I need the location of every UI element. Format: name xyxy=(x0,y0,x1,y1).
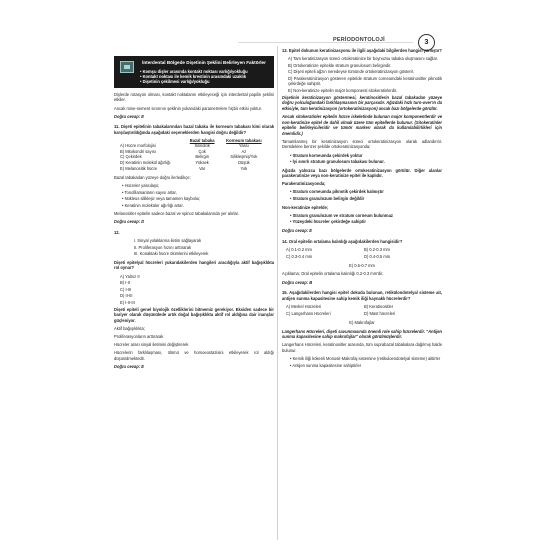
table-cell: Silindirik xyxy=(194,142,210,148)
explanation: Dişeti epiteli genel biyolojik özelliklerini bitmemiz gerekiyor. Eksiden sadece bir bariyer olarak düşünülede artık doğal bağışıklıkta aktif rol aldığına dair inançlar güçleniyor. xyxy=(114,306,274,323)
options-list xyxy=(114,274,274,306)
option: D) Mast hücreleri xyxy=(364,310,396,316)
options-list xyxy=(282,56,442,94)
page-number: 3 xyxy=(418,34,435,51)
question-text: Aşağıdakilerden hangisi epitel dokuda bulunan, retikülondotelyal sisteme ait, antijen sunma kapasitesine sahip kemik iliği kaynaklı hücrelerdir? xyxy=(282,290,442,301)
explanation: Langerhans Hücreleri, keratinositler arasında, tüm suprabazal tabakalara dağılmış halde bulunur. xyxy=(282,342,442,353)
page-header xyxy=(0,17,550,46)
left-column xyxy=(114,56,274,374)
explanation: Aktif bağışıklıkta; xyxy=(114,325,145,331)
table-cell: Yassı xyxy=(238,142,249,148)
list-item: • Nükleus silikleşir veya tamamen kaybolur, xyxy=(122,196,274,202)
comparison-table xyxy=(118,138,268,172)
header-rule xyxy=(238,42,413,43)
question-number: 13. xyxy=(282,48,288,53)
question-11 xyxy=(114,124,274,135)
answer-13: Doğru cevap: E xyxy=(282,227,313,233)
question-number: 14. xyxy=(282,238,288,244)
explanation: Ancak sitokeratinler epitelin hücre iskeletinde bulunan majör komponentlerdir ve non-keratinize epitel de dahil olmak üzere tüm epitellerde bulunur. (Sitokeratinler epitelin belirleyicileridir ve tümör markerı olarak da kullanılabilirlikleri için önemlidir.) xyxy=(282,113,442,136)
question-text: Epitel dokunun keratinizasyonu ile ilgili aşağıdaki bilgilerden hangisi yanlıştır? xyxy=(288,48,442,53)
question-14 xyxy=(282,239,442,245)
question-number: 15. xyxy=(282,290,288,296)
topic-list xyxy=(140,69,268,85)
list-item: • Stratum granulozum ve stratum corneum bulunmaz xyxy=(290,213,442,219)
topic-item: • Komşu dişler arasında kontakt noktası varlığı/yokluğu xyxy=(140,69,268,74)
list-item: • Tonofilamanların sayısı artar, xyxy=(122,190,274,196)
list-item: • Kemik iliği kökenli Monosit-Makrofaj sistemine (retikuloendotelyal sisteme) aittirler xyxy=(290,356,442,362)
explanation: Bazal tabakadan yüzeye doğru ilerledikçe; xyxy=(114,174,191,180)
explanation: Hücreler arası sinyal iletimini değiştirerek xyxy=(114,342,189,348)
header-title: PERİODONTOLOJİ xyxy=(333,37,385,43)
bullet-list xyxy=(290,356,442,368)
topic-box xyxy=(114,56,274,88)
subheading: Parakeratinizasyonda; xyxy=(282,181,326,187)
options-grid xyxy=(286,247,442,261)
topic-image-icon xyxy=(120,61,134,73)
option: C) 0.3-0.4 mm xyxy=(286,253,313,259)
option: E) I-II-III xyxy=(120,299,135,305)
table-header: Bazal tabaka xyxy=(189,137,215,143)
option: C) I-III xyxy=(120,286,132,292)
list-item: I. Sinyal yolaklarına iletim sağlayarak xyxy=(134,238,202,244)
table-cell: C) Çekirdek xyxy=(120,154,142,160)
list-item: • Stratum granulozum belirgin değildir xyxy=(290,196,442,202)
question-text: Oral epitelin ortalama kalınlığı aşağıdakilerden hangisidir? xyxy=(288,238,403,244)
option: D) II-III xyxy=(120,293,133,299)
explanation: Tamamlanmış bir keratinizasyon süreci ortokeratinizasyon olarak adlandırılır. Dentdekine benzer şekilde ortokeratinizasyonda; xyxy=(282,138,442,150)
option: A) Yalnız II xyxy=(120,273,140,279)
column-divider xyxy=(277,46,278,540)
options-grid xyxy=(286,304,442,318)
option: C) Dişeti epiteli ağzın neredeyse tümünde ortokeratinizasyon gösterir. xyxy=(288,69,415,75)
table-cell: Düşük xyxy=(238,160,250,166)
option: B) Ortokeratinize epitelde stratum granulosum belirgindir. xyxy=(288,62,392,68)
option: A) Tam keratinizasyon süreci ortokeratinize bir boynuzsu tabaka oluşmasını sağlar. xyxy=(288,56,438,62)
list-item: • Hücreler yassılaşır, xyxy=(122,183,274,189)
option: E) Makrofajlar xyxy=(349,319,375,325)
explanation: Proliferasyonların arttırarak xyxy=(114,333,164,339)
table-cell: Silikleşmiş/Yok xyxy=(230,154,258,160)
explanation: Hücrelerin farklılaşması, ölümü ve homoeostazisini etkileyerek rol aldığı düşünülmektedir. xyxy=(114,350,274,361)
bullet-list xyxy=(290,213,442,225)
table-row xyxy=(118,166,268,172)
table-cell: Var xyxy=(199,166,206,172)
table-cell: Az xyxy=(241,148,247,154)
topic-item: • Dişetinin çekilmesi varlığı/yokluğu xyxy=(140,79,268,84)
option: D) 0.4-0.5 mm xyxy=(364,253,391,259)
list-item: • Antijen sunma kapasitesine sahiptirler xyxy=(290,363,442,369)
list-item: • Stratum corneumda piknotik çekirdek kalmıştır xyxy=(290,189,442,195)
table-cell: E) Melanositik hücre xyxy=(120,166,158,172)
option: E) 0.6-0.7 mm xyxy=(349,262,375,268)
explanation: Açıklama; Oral epitelin ortalama kalınlığı 0.2-0.3 mm'dir. xyxy=(282,271,384,277)
answer-12: Doğru cevap: E xyxy=(114,363,145,369)
question-12-number: 12. xyxy=(114,230,120,236)
question-15 xyxy=(282,290,442,301)
bullet-list xyxy=(290,153,442,165)
table-cell: Çok xyxy=(198,148,206,154)
question-text: Dişeti epitelyal hücreleri yukarıdakilerden hangileri aracılığıyla aktif bağışıklıkta rol oynar? xyxy=(114,259,274,271)
option: C) Langerhans Hücreleri xyxy=(286,310,331,316)
explanation: Melanositler epitelin sadece bazal ve spinoz tabakalarında yer alırlar. xyxy=(114,211,239,217)
list-item: III. Konaktaki hücre ölümlerini etkileyerek xyxy=(134,251,209,257)
explanation: Dişetinin keratinizasyon göstermesi, keratinositlerin bazal tabakadan yüzeye doğru yolculuğundaki farklılaşmasının bir parçasıdır. Ağızdaki hızlı turn-over'ın da etkisiyle, tam keratinizasyon (ortokeratinizasyon) ancak bazı bölgelerde görülür. xyxy=(282,94,442,111)
table-cell: Yok xyxy=(240,166,248,172)
table-cell: Yüksek xyxy=(195,160,209,166)
intro-paragraph: Ancak mine-sement sınırının şeklinin yukarıdaki parametrelere hiçbir etkisi yoktur. xyxy=(114,105,262,111)
option: B) Keratinositler xyxy=(364,303,394,309)
roman-list xyxy=(134,238,274,257)
table-cell: Belirgin xyxy=(195,154,209,160)
question-text: Dişeti epitelinin tabakalarından bazal tabaka ile korneum tabakası kimi olarak karşılaştırıldığında aşağıdaki seçeneklerden hangisi doğru değildir? xyxy=(114,124,274,135)
bullet-list xyxy=(290,189,442,201)
explanation: Langerhans Hücreleri, dişeti savunmasında önemli role sahip hücrelerdir. "Antijen sunma kapasitesine sahip makrofajlar" olarak görülmüşlerdir. xyxy=(282,328,442,340)
list-item: II. Proliferasyon hızını arttırarak xyxy=(134,244,192,250)
option: A) 0.1-0.2 mm xyxy=(286,246,312,252)
list-item: • Yüzeydeki hücreler çekirdeğe sahiptir xyxy=(290,219,442,225)
table-cell: D) Keratinin molekül ağırlığı xyxy=(120,160,171,166)
option: E) Non-keratinize epitelin majör komponenti sitokeratinlerdir. xyxy=(288,88,398,94)
table-header: Korneum tabakası xyxy=(226,137,262,143)
option: B) I-II xyxy=(120,280,131,286)
right-column xyxy=(282,48,442,371)
option: A) Merkel Hücreleri xyxy=(286,303,322,309)
table-cell: A) Hücre morfolojisi xyxy=(120,142,156,148)
question-number: 11. xyxy=(114,124,120,130)
explanation: Ağızda yalnızca bazı bölgelerde ortokeratinizasyon görülür. Diğer alanlar parakeratinize veya non-keratinize epitel ile kaplıdır. xyxy=(282,167,442,179)
list-item: • İyi sınırlı stratum granulosum tabakası bulunur. xyxy=(290,159,442,165)
table-cell: B) Mitokondri sayısı xyxy=(120,148,156,154)
list-item: • Keratinin moleküler ağırlığı artar. xyxy=(122,203,274,209)
answer-10: Doğru cevap: E xyxy=(114,113,145,119)
answer-11: Doğru cevap: D xyxy=(114,219,145,225)
option: D) Parakeratinizasyon gösteren epitelde stratum corneumdaki keratinositler piknotik çekirdeğe sahiptir. xyxy=(288,75,442,87)
topic-item: • Kontakt noktası ile kemik krestinin arasındaki uzaklık xyxy=(140,74,268,79)
subheading: Non-keratinize epitelde; xyxy=(282,204,329,210)
question-13 xyxy=(282,48,442,54)
answer-14: Doğru cevap: B xyxy=(282,279,313,285)
list-item: • Stratum korneumda çekirdek yoktur xyxy=(290,153,442,159)
topic-title: İnterdental Bölgede Dişetinin Şeklini Belirleyen Faktörler xyxy=(142,60,266,65)
option: B) 0.2-0.3 mm xyxy=(364,246,390,252)
bullet-list xyxy=(122,183,274,208)
intro-paragraph: Dişlerde rotasyon olması, kontakt noktalarını etkileyeceği için interdental papilin şeklini etkiler. xyxy=(114,91,274,103)
